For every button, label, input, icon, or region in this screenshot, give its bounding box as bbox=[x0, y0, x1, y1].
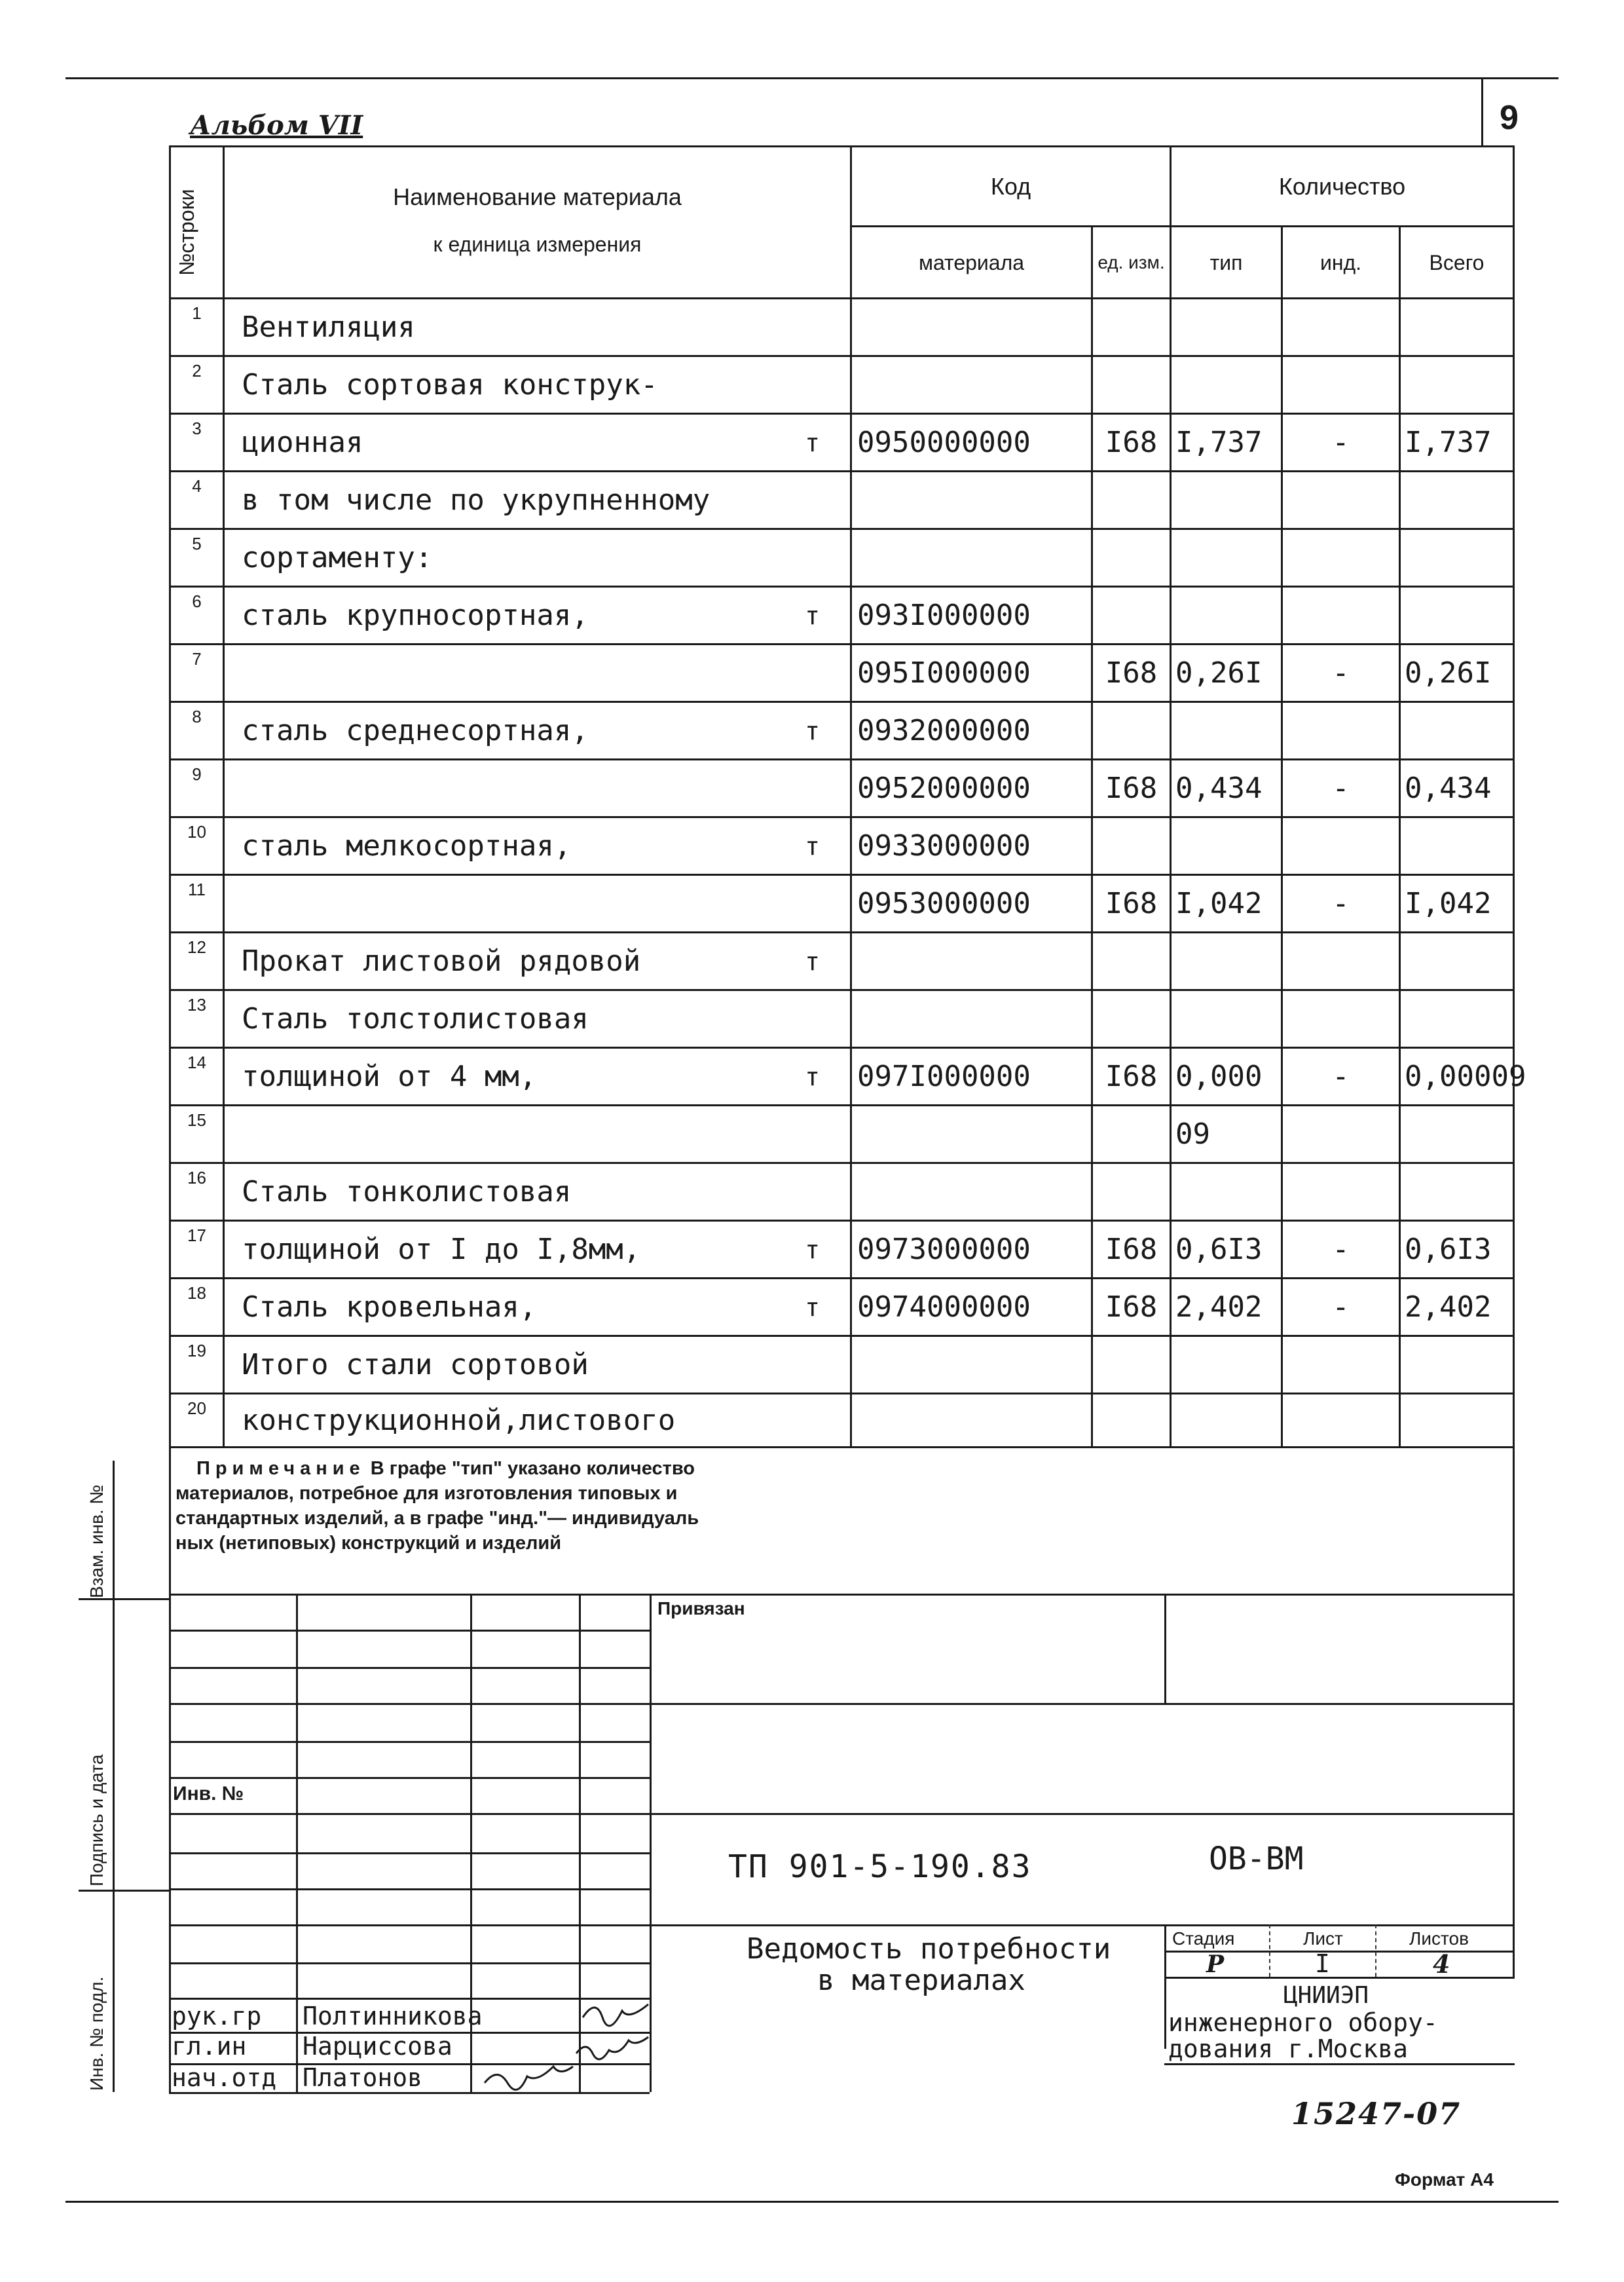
unit-code bbox=[1092, 933, 1171, 990]
material-name: Итого стали сортовой bbox=[224, 1336, 851, 1394]
signature-2 bbox=[576, 2037, 648, 2059]
table-row bbox=[170, 817, 1514, 875]
material-code: 095I000000 bbox=[851, 645, 1092, 702]
qty-type: 09 bbox=[1171, 1106, 1282, 1163]
row-number: 19 bbox=[170, 1336, 224, 1394]
project-code: ТП 901-5-190.83 bbox=[728, 1848, 1032, 1885]
unit-code bbox=[1092, 1394, 1171, 1448]
qty-type bbox=[1171, 817, 1282, 875]
table-row bbox=[170, 529, 1514, 587]
stage-divider-2 bbox=[1375, 1924, 1376, 1977]
table-row bbox=[170, 587, 1514, 645]
qty-ind-header: инд. bbox=[1282, 227, 1400, 299]
unit-code bbox=[1092, 1163, 1171, 1221]
unit-code bbox=[1092, 1336, 1171, 1394]
unit-marker: т bbox=[805, 716, 820, 745]
qty-total-header: Всего bbox=[1400, 227, 1514, 299]
material-name bbox=[224, 645, 851, 702]
privyazan-divider bbox=[1164, 1594, 1166, 1703]
table-row bbox=[170, 760, 1514, 817]
grid-h7 bbox=[169, 1852, 650, 1854]
org-line-1: ЦНИИЭП bbox=[1283, 1982, 1369, 2009]
qty-total: 0,434 bbox=[1400, 760, 1514, 817]
table-row bbox=[170, 1221, 1514, 1279]
album-label: Альбом VII bbox=[190, 110, 363, 141]
material-name: Сталь кровельная, т bbox=[224, 1279, 851, 1336]
material-name: конструкционной,листового bbox=[224, 1394, 851, 1448]
material-code: 0933000000 bbox=[851, 817, 1092, 875]
qty-ind bbox=[1282, 1106, 1400, 1163]
table-row bbox=[170, 356, 1514, 414]
qty-total bbox=[1400, 702, 1514, 760]
table-row bbox=[170, 875, 1514, 933]
side-strip-line bbox=[113, 1461, 115, 2092]
row-number: 14 bbox=[170, 1048, 224, 1106]
unit-code: I68 bbox=[1092, 1279, 1171, 1336]
qty-total bbox=[1400, 1163, 1514, 1221]
table-row bbox=[170, 299, 1514, 356]
table-row bbox=[170, 1336, 1514, 1394]
material-name: Сталь сортовая конструк- bbox=[224, 356, 851, 414]
material-name bbox=[224, 760, 851, 817]
qty-total bbox=[1400, 529, 1514, 587]
material-name: в том числе по укрупненному bbox=[224, 472, 851, 529]
material-code bbox=[851, 1394, 1092, 1448]
qty-ind: - bbox=[1282, 414, 1400, 472]
row-number: 15 bbox=[170, 1106, 224, 1163]
unit-code bbox=[1092, 356, 1171, 414]
qty-total bbox=[1400, 990, 1514, 1048]
qty-ind bbox=[1282, 299, 1400, 356]
unit-code bbox=[1092, 299, 1171, 356]
qty-ind bbox=[1282, 1163, 1400, 1221]
qty-total bbox=[1400, 1394, 1514, 1448]
format-label: Формат А4 bbox=[1395, 2169, 1494, 2190]
unit-code: I68 bbox=[1092, 760, 1171, 817]
unit-marker: т bbox=[805, 601, 820, 630]
doc-title-2: в материалах bbox=[817, 1964, 1025, 1997]
note-line-1 bbox=[196, 1457, 695, 1480]
qty-ind bbox=[1282, 1336, 1400, 1394]
qty-type bbox=[1171, 529, 1282, 587]
unit-code bbox=[1092, 587, 1171, 645]
material-name: ционная т bbox=[224, 414, 851, 472]
frame-right bbox=[1513, 1432, 1515, 1978]
side-label-podpis: Подпись и дата bbox=[86, 1754, 107, 1886]
qty-type bbox=[1171, 587, 1282, 645]
material-code bbox=[851, 299, 1092, 356]
name-header-line1: Наименование материала bbox=[393, 183, 682, 210]
top-border bbox=[65, 77, 1559, 79]
note-text-1: В графе "тип" указано количество bbox=[370, 1458, 695, 1479]
row-number: 18 bbox=[170, 1279, 224, 1336]
material-name: Сталь толстолистовая bbox=[224, 990, 851, 1048]
row-number: 10 bbox=[170, 817, 224, 875]
qty-type: I,042 bbox=[1171, 875, 1282, 933]
row-number: 20 bbox=[170, 1394, 224, 1448]
unit-code bbox=[1092, 817, 1171, 875]
header-row-1 bbox=[170, 147, 1514, 227]
qty-ind: - bbox=[1282, 875, 1400, 933]
material-code: 0950000000 bbox=[851, 414, 1092, 472]
qty-type bbox=[1171, 1336, 1282, 1394]
row-number: 17 bbox=[170, 1221, 224, 1279]
qty-ind bbox=[1282, 702, 1400, 760]
qty-type: 0,6I3 bbox=[1171, 1221, 1282, 1279]
org-line-3: дования г.Москва bbox=[1168, 2034, 1409, 2063]
code-material-header: материала bbox=[851, 227, 1092, 299]
material-code bbox=[851, 1163, 1092, 1221]
side-sep-1 bbox=[79, 1598, 169, 1600]
row-number: 12 bbox=[170, 933, 224, 990]
material-code bbox=[851, 933, 1092, 990]
signer-name-1: Полтинникова bbox=[303, 2002, 483, 2030]
qty-type bbox=[1171, 702, 1282, 760]
qty-type bbox=[1171, 990, 1282, 1048]
row-number: 5 bbox=[170, 529, 224, 587]
signer-role-1: рук.гр bbox=[172, 2002, 262, 2030]
unit-code: I68 bbox=[1092, 414, 1171, 472]
sheets-value: 4 bbox=[1433, 1949, 1450, 1979]
unit-code bbox=[1092, 702, 1171, 760]
qty-ind: - bbox=[1282, 760, 1400, 817]
table-row bbox=[170, 645, 1514, 702]
qty-ind bbox=[1282, 472, 1400, 529]
side-label-inv-podl: Инв. № подл. bbox=[86, 1976, 107, 2091]
qty-total bbox=[1400, 472, 1514, 529]
signer-name-3: Платонов bbox=[303, 2063, 423, 2092]
unit-code bbox=[1092, 529, 1171, 587]
table-row bbox=[170, 933, 1514, 990]
section-code: ОВ-ВМ bbox=[1209, 1841, 1304, 1877]
qty-type bbox=[1171, 356, 1282, 414]
qty-type: I,737 bbox=[1171, 414, 1282, 472]
page-number: 9 bbox=[1500, 99, 1519, 137]
material-name: толщиной от 4 мм, т bbox=[224, 1048, 851, 1106]
table-row bbox=[170, 414, 1514, 472]
qty-total bbox=[1400, 1106, 1514, 1163]
qty-total: 0,26I bbox=[1400, 645, 1514, 702]
stage-label: Стадия bbox=[1172, 1928, 1235, 1949]
stamp-top bbox=[169, 1594, 1515, 1596]
grid-h10 bbox=[169, 1962, 650, 1964]
material-code bbox=[851, 1336, 1092, 1394]
material-code: 0932000000 bbox=[851, 702, 1092, 760]
qty-total bbox=[1400, 817, 1514, 875]
code-unit-header: ед. изм. bbox=[1092, 227, 1171, 299]
name-header-line2: к единица измерения bbox=[433, 233, 642, 256]
row-number: 6 bbox=[170, 587, 224, 645]
material-code bbox=[851, 472, 1092, 529]
table-row bbox=[170, 1279, 1514, 1336]
material-code bbox=[851, 1106, 1092, 1163]
grid-h6 bbox=[169, 1813, 1515, 1815]
grid-h2 bbox=[169, 1667, 650, 1669]
unit-code bbox=[1092, 472, 1171, 529]
grid-h8 bbox=[169, 1888, 650, 1890]
material-name: Сталь тонколистовая bbox=[224, 1163, 851, 1221]
name-header bbox=[224, 147, 851, 299]
frame-left bbox=[169, 1432, 171, 2092]
title-divider bbox=[1164, 1924, 1166, 2049]
qty-ind bbox=[1282, 990, 1400, 1048]
qty-ind bbox=[1282, 356, 1400, 414]
material-code: 0974000000 bbox=[851, 1279, 1092, 1336]
qty-ind bbox=[1282, 587, 1400, 645]
qty-total bbox=[1400, 356, 1514, 414]
unit-code: I68 bbox=[1092, 645, 1171, 702]
unit-marker: т bbox=[805, 1235, 820, 1264]
qty-total: I,042 bbox=[1400, 875, 1514, 933]
qty-type bbox=[1171, 933, 1282, 990]
material-code bbox=[851, 356, 1092, 414]
table-row bbox=[170, 702, 1514, 760]
qty-ind bbox=[1282, 1394, 1400, 1448]
qty-type: 0,000 bbox=[1171, 1048, 1282, 1106]
material-name: толщиной от I до I,8мм, т bbox=[224, 1221, 851, 1279]
qty-group-header: Количество bbox=[1171, 147, 1514, 227]
grid-h3 bbox=[169, 1703, 1515, 1705]
row-number: 7 bbox=[170, 645, 224, 702]
unit-marker: т bbox=[805, 831, 820, 861]
material-name: сортаменту: bbox=[224, 529, 851, 587]
code-group-header: Код bbox=[851, 147, 1171, 227]
inv-no-label: Инв. № bbox=[173, 1783, 244, 1805]
signature-3 bbox=[485, 2067, 573, 2089]
note-line-4: ных (нетиповых) конструкций и изделий bbox=[175, 1533, 562, 1554]
org-line-2: инженерного обору- bbox=[1168, 2008, 1438, 2037]
unit-code: I68 bbox=[1092, 1221, 1171, 1279]
materials-table bbox=[169, 145, 1526, 1448]
archive-number: 15247-07 bbox=[1291, 2096, 1462, 2131]
qty-total bbox=[1400, 933, 1514, 990]
signature-scribbles bbox=[576, 1991, 655, 2096]
signer-role-2: гл.ин bbox=[172, 2032, 247, 2061]
table-row bbox=[170, 1106, 1514, 1163]
note-heading: Примечание bbox=[196, 1458, 365, 1479]
grid-h4 bbox=[169, 1741, 650, 1743]
qty-total bbox=[1400, 587, 1514, 645]
qty-type bbox=[1171, 1163, 1282, 1221]
qty-type bbox=[1171, 299, 1282, 356]
signer-name-2: Нарциссова bbox=[303, 2032, 452, 2061]
table-row bbox=[170, 990, 1514, 1048]
sheets-label: Листов bbox=[1409, 1928, 1469, 1949]
table-row bbox=[170, 1163, 1514, 1221]
table-row bbox=[170, 472, 1514, 529]
qty-ind bbox=[1282, 933, 1400, 990]
qty-ind bbox=[1282, 529, 1400, 587]
unit-code bbox=[1092, 990, 1171, 1048]
qty-type: 2,402 bbox=[1171, 1279, 1282, 1336]
row-number: 3 bbox=[170, 414, 224, 472]
table-row bbox=[170, 1394, 1514, 1448]
material-name: сталь крупносортная, т bbox=[224, 587, 851, 645]
rownum-header bbox=[170, 147, 224, 299]
qty-total: 0,00009 bbox=[1400, 1048, 1514, 1106]
material-code: 093I000000 bbox=[851, 587, 1092, 645]
note-line-3: стандартных изделий, а в графе "инд."— индивидуаль bbox=[175, 1508, 699, 1529]
row-number: 2 bbox=[170, 356, 224, 414]
material-code: 0973000000 bbox=[851, 1221, 1092, 1279]
side-sep-2 bbox=[79, 1890, 169, 1892]
doc-title-1: Ведомость потребности bbox=[747, 1932, 1111, 1966]
material-name: сталь мелкосортная, т bbox=[224, 817, 851, 875]
unit-marker: т bbox=[805, 1062, 820, 1091]
row-number: 9 bbox=[170, 760, 224, 817]
signature-1 bbox=[583, 2004, 648, 2026]
unit-code bbox=[1092, 1106, 1171, 1163]
signer-role-3: нач.отд bbox=[172, 2063, 277, 2092]
grid-h1 bbox=[169, 1630, 650, 1632]
material-name bbox=[224, 1106, 851, 1163]
material-name: сталь среднесортная, т bbox=[224, 702, 851, 760]
row-number: 8 bbox=[170, 702, 224, 760]
qty-total: 2,402 bbox=[1400, 1279, 1514, 1336]
row-number: 1 bbox=[170, 299, 224, 356]
material-code bbox=[851, 990, 1092, 1048]
unit-marker: т bbox=[805, 1292, 820, 1322]
qty-type-header: тип bbox=[1171, 227, 1282, 299]
qty-total: I,737 bbox=[1400, 414, 1514, 472]
table-row bbox=[170, 1048, 1514, 1106]
material-code: 0953000000 bbox=[851, 875, 1092, 933]
org-bottom bbox=[1164, 2063, 1515, 2065]
side-label-vzam: Взам. инв. № bbox=[86, 1484, 107, 1598]
bottom-border bbox=[65, 2201, 1559, 2203]
grid-h9 bbox=[169, 1924, 1515, 1926]
qty-type: 0,26I bbox=[1171, 645, 1282, 702]
rownum-header-text: №строки bbox=[175, 189, 198, 276]
qty-type: 0,434 bbox=[1171, 760, 1282, 817]
qty-total bbox=[1400, 299, 1514, 356]
sheet-value: I bbox=[1315, 1949, 1330, 1978]
sheet-label: Лист bbox=[1303, 1928, 1343, 1949]
stage-divider-1 bbox=[1269, 1924, 1270, 1977]
material-code: 097I000000 bbox=[851, 1048, 1092, 1106]
table-body bbox=[170, 299, 1526, 1448]
unit-code: I68 bbox=[1092, 875, 1171, 933]
qty-type bbox=[1171, 472, 1282, 529]
qty-ind: - bbox=[1282, 1279, 1400, 1336]
unit-marker: т bbox=[805, 946, 820, 976]
qty-total bbox=[1400, 1336, 1514, 1394]
row-number: 11 bbox=[170, 875, 224, 933]
stage-value: Р bbox=[1206, 1951, 1225, 1978]
material-name: Вентиляция bbox=[224, 299, 851, 356]
qty-ind bbox=[1282, 817, 1400, 875]
row-number: 16 bbox=[170, 1163, 224, 1221]
material-name bbox=[224, 875, 851, 933]
unit-code: I68 bbox=[1092, 1048, 1171, 1106]
qty-type bbox=[1171, 1394, 1282, 1448]
qty-ind: - bbox=[1282, 1221, 1400, 1279]
row-number: 13 bbox=[170, 990, 224, 1048]
page-number-box-left bbox=[1481, 77, 1483, 145]
note-line-2: материалов, потребное для изготовления типовых и bbox=[175, 1483, 678, 1504]
material-code bbox=[851, 529, 1092, 587]
unit-marker: т bbox=[805, 428, 820, 457]
grid-h5 bbox=[169, 1777, 650, 1779]
row-number: 4 bbox=[170, 472, 224, 529]
material-name: Прокат листовой рядовой т bbox=[224, 933, 851, 990]
qty-ind: - bbox=[1282, 645, 1400, 702]
qty-total: 0,6I3 bbox=[1400, 1221, 1514, 1279]
privyazan-label: Привязан bbox=[657, 1598, 745, 1618]
material-code: 0952000000 bbox=[851, 760, 1092, 817]
qty-ind: - bbox=[1282, 1048, 1400, 1106]
